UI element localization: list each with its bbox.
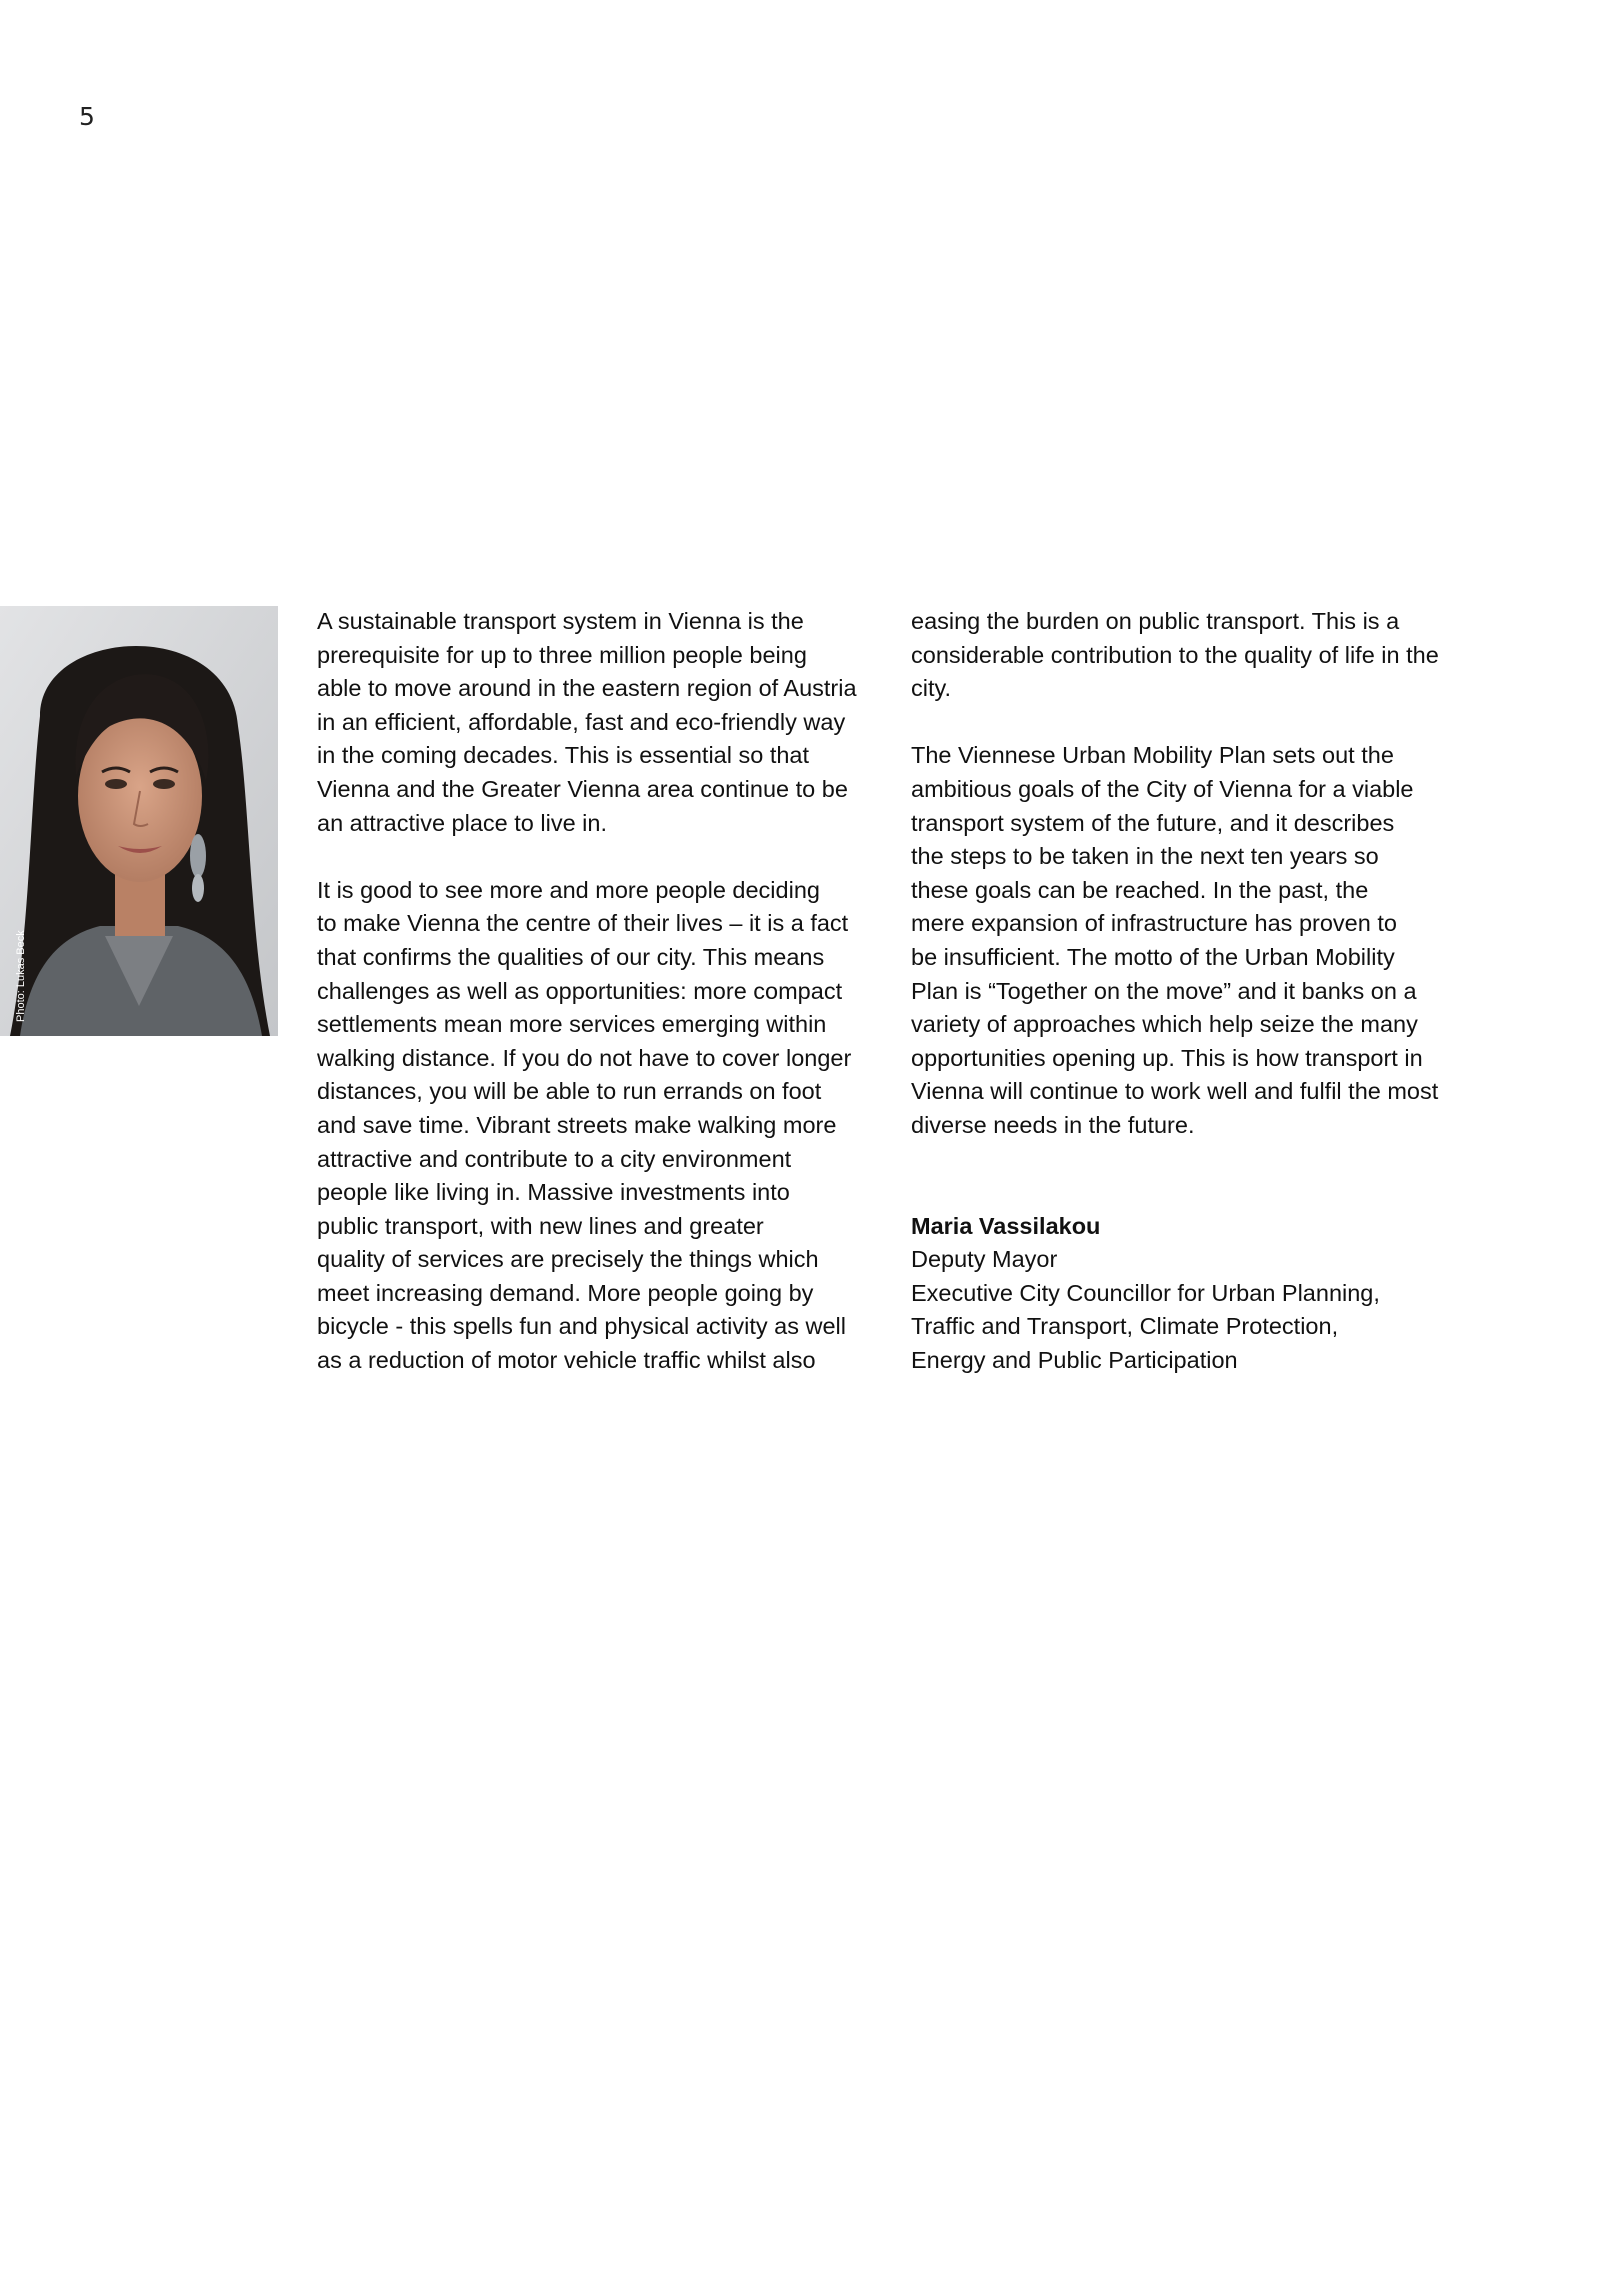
photo-credit: Photo: Lukas Beck (15, 930, 27, 1022)
signature-block (911, 1210, 1439, 1378)
text-line: challenges as well as opportunities: more compact (317, 977, 843, 1004)
paragraph (317, 874, 857, 1378)
text-line: these goals can be reached. In the past, the (911, 876, 1369, 903)
text-line: people like living in. Massive investments into (317, 1179, 790, 1206)
text-line: Vienna and the Greater Vienna area continue to be (317, 775, 848, 802)
text-line: an attractive place to live in. (317, 809, 607, 836)
text-line: quality of services are precisely the things which (317, 1246, 819, 1273)
paragraph (911, 605, 1439, 706)
text-line: the steps to be taken in the next ten years so (911, 843, 1379, 870)
text-line: easing the burden on public transport. This is a (911, 608, 1400, 634)
text-line: transport system of the future, and it describes (911, 809, 1395, 836)
portrait-photo (0, 606, 278, 1036)
signature-gap (911, 1143, 1439, 1210)
text-line: ambitious goals of the City of Vienna for a viable (911, 775, 1414, 802)
right-text-column (911, 605, 1439, 1378)
text-line: It is good to see more and more people deciding (317, 876, 820, 903)
text-line: bicycle - this spells fun and physical activity as well (317, 1313, 846, 1340)
text-line: mere expansion of infrastructure has proven to (911, 910, 1397, 937)
paragraph (317, 605, 857, 840)
signatory-name: Maria Vassilakou (911, 1212, 1101, 1239)
signatory-role-line: Energy and Public Participation (911, 1347, 1238, 1374)
paragraph (911, 739, 1439, 1142)
text-line: meet increasing demand. More people going by (317, 1279, 814, 1306)
text-line: public transport, with new lines and greater (317, 1212, 764, 1239)
text-line: Plan is “Together on the move” and it banks on a (911, 977, 1417, 1004)
portrait-illustration (0, 606, 278, 1036)
signatory-role-line: Traffic and Transport, Climate Protection, (911, 1313, 1339, 1340)
text-line: that confirms the qualities of our city. This means (317, 943, 825, 970)
text-line: be insufficient. The motto of the Urban Mobility (911, 943, 1395, 970)
text-line: as a reduction of motor vehicle traffic whilst also (317, 1347, 816, 1374)
text-line: variety of approaches which help seize the many (911, 1011, 1418, 1038)
signatory-role-line: Executive City Councillor for Urban Planning, (911, 1279, 1380, 1306)
text-line: diverse needs in the future. (911, 1111, 1195, 1138)
page-number: 5 (79, 102, 95, 131)
text-line: opportunities opening up. This is how transport in (911, 1044, 1423, 1071)
left-text-column (317, 605, 857, 1378)
paragraph-gap (317, 840, 857, 874)
text-line: and save time. Vibrant streets make walking more (317, 1111, 837, 1138)
text-line: settlements mean more services emerging within (317, 1011, 827, 1038)
text-line: in the coming decades. This is essential so that (317, 742, 810, 769)
text-line: in an efficient, affordable, fast and eco-friendly way (317, 708, 846, 735)
text-line: A sustainable transport system in Vienna is the (317, 608, 804, 634)
signatory-title: Deputy Mayor (911, 1246, 1058, 1273)
text-line: The Viennese Urban Mobility Plan sets out the (911, 742, 1394, 769)
text-line: Vienna will continue to work well and fulfil the most (911, 1078, 1439, 1105)
text-line: distances, you will be able to run errands on foot (317, 1078, 822, 1105)
text-line: attractive and contribute to a city environment (317, 1145, 792, 1172)
text-line: to make Vienna the centre of their lives – it is a fact (317, 910, 849, 937)
text-line: walking distance. If you do not have to cover longer (317, 1044, 852, 1071)
text-line: prerequisite for up to three million people being (317, 641, 807, 668)
paragraph-gap (911, 706, 1439, 740)
text-line: able to move around in the eastern region of Austria (317, 675, 857, 702)
text-line: considerable contribution to the quality of life in the (911, 641, 1439, 668)
text-line: city. (911, 675, 952, 702)
